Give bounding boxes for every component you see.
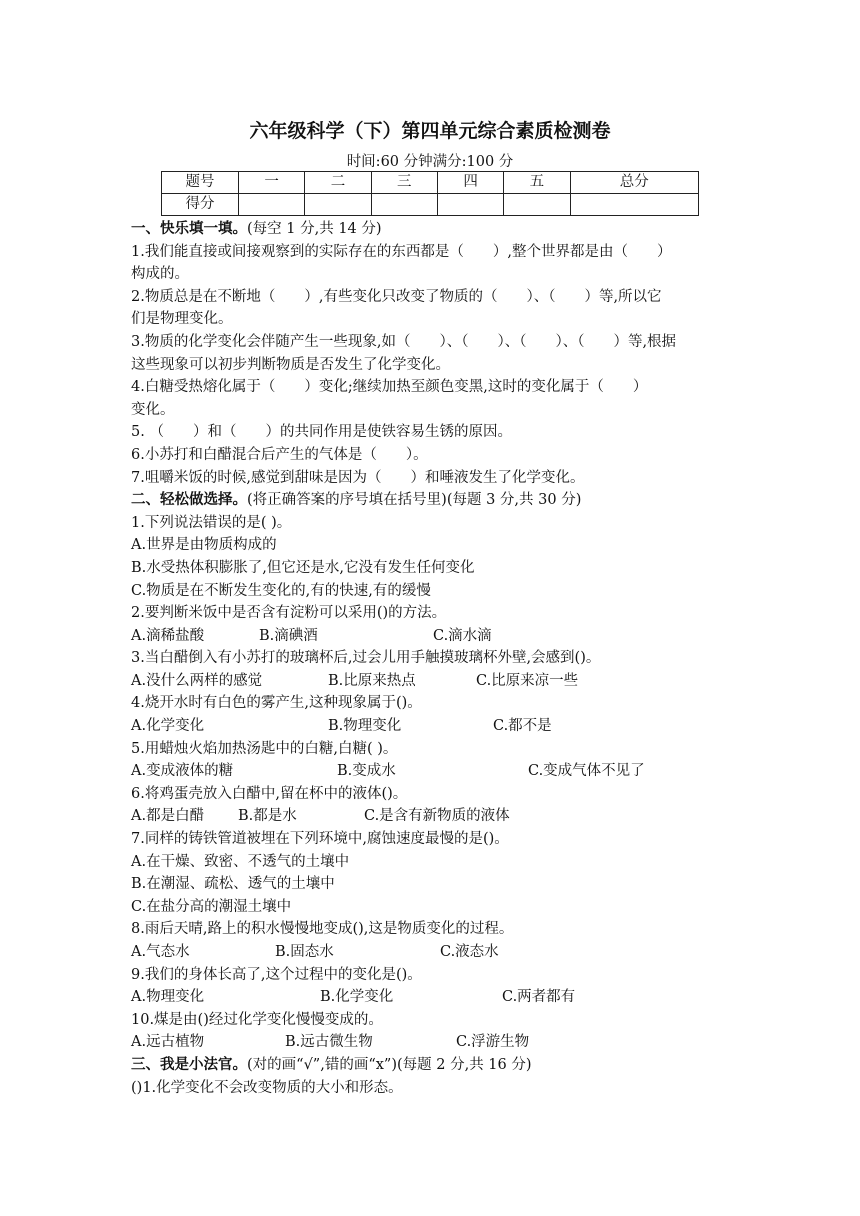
choice-option-10b: B.远古微生物 xyxy=(285,1034,373,1051)
score-entry-cell[interactable] xyxy=(239,194,305,216)
choice-option-10c: C.浮游生物 xyxy=(456,1034,530,1051)
choice-option-2b: B.滴碘酒 xyxy=(259,627,318,644)
score-table-cell: 题号 xyxy=(162,172,239,194)
fill-question-6: 6.小苏打和白醋混合后产生的气体是（ ）。 xyxy=(131,446,428,463)
fill-question-3-cont: 这些现象可以初步判断物质是否发生了化学变化。 xyxy=(131,356,450,373)
choice-option-2a: A.滴稀盐酸 xyxy=(131,627,205,644)
choice-option-3b: B.比原来热点 xyxy=(328,672,416,689)
score-table-cell: 二 xyxy=(305,172,371,194)
score-table-cell: 得分 xyxy=(162,194,239,216)
choice-options-4 xyxy=(131,715,733,738)
choice-question-5: 5.用蜡烛火焰加热汤匙中的白糖,白糖( )。 xyxy=(131,740,398,757)
fill-question-7: 7.咀嚼米饭的时候,感觉到甜味是因为（ ）和唾液发生了化学变化。 xyxy=(131,469,585,486)
choice-option-9c: C.两者都有 xyxy=(502,989,576,1006)
choice-option-4a: A.化学变化 xyxy=(131,718,205,735)
exam-time-score-info: 时间:60 分钟满分:100 分 xyxy=(346,154,514,170)
score-entry-cell[interactable] xyxy=(371,194,437,216)
score-table-cell: 五 xyxy=(504,172,570,194)
choice-question-9: 9.我们的身体长高了,这个过程中的变化是()。 xyxy=(131,966,422,983)
choice-question-6: 6.将鸡蛋壳放入白醋中,留在杯中的液体()。 xyxy=(131,785,408,802)
fill-question-1-cont: 构成的。 xyxy=(131,266,189,283)
section-1-note: (每空 1 分,共 14 分) xyxy=(247,221,382,237)
choice-option-1a: A.世界是由物质构成的 xyxy=(131,537,277,554)
fill-question-5: 5. （ ）和（ ）的共同作用是使铁容易生锈的原因。 xyxy=(131,424,512,441)
choice-option-1c: C.物质是在不断发生变化的,有的快速,有的缓慢 xyxy=(131,582,431,599)
choice-question-1: 1.下列说法错误的是( )。 xyxy=(131,514,292,531)
choice-option-8a: A.气态水 xyxy=(131,944,190,960)
choice-options-8 xyxy=(131,941,733,964)
fill-question-2: 2.物质总是在不断地（ ）,有些变化只改变了物质的（ ）、（ ）等,所以它 xyxy=(131,288,662,305)
section-2-heading: 二、轻松做选择。 xyxy=(131,492,247,509)
choice-option-10a: A.远古植物 xyxy=(131,1034,205,1051)
choice-question-2: 2.要判断米饭中是否含有淀粉可以采用()的方法。 xyxy=(131,605,447,622)
score-entry-cell[interactable] xyxy=(305,194,371,216)
choice-option-4c: C.都不是 xyxy=(493,718,552,735)
score-table-cell: 四 xyxy=(437,172,503,194)
score-entry-cell[interactable] xyxy=(437,194,503,216)
choice-option-8c: C.液态水 xyxy=(440,944,499,960)
choice-option-5a: A.变成液体的糖 xyxy=(131,763,234,780)
section-3-heading: 三、我是小法官。 xyxy=(131,1056,247,1073)
score-table-header-row xyxy=(162,172,699,194)
section-3-heading-line xyxy=(131,1054,733,1077)
choice-options-10 xyxy=(131,1031,733,1054)
score-table-score-row xyxy=(162,194,699,216)
score-table-cell: 三 xyxy=(371,172,437,194)
score-entry-cell[interactable] xyxy=(504,194,570,216)
choice-option-6b: B.都是水 xyxy=(238,808,297,825)
judge-question-1: ()1.化学变化不会改变物质的大小和形态。 xyxy=(131,1079,403,1096)
section-2-note: (将正确答案的序号填在括号里)(每题 3 分,共 30 分) xyxy=(247,492,582,509)
choice-option-4b: B.物理变化 xyxy=(328,718,402,735)
score-table-cell: 总分 xyxy=(570,172,698,194)
choice-options-9 xyxy=(131,986,733,1009)
page-title: 六年级科学（下）第四单元综合素质检测卷 xyxy=(249,120,611,142)
choice-option-1b: B.水受热体积膨胀了,但它还是水,它没有发生任何变化 xyxy=(131,559,475,576)
choice-option-7c: C.在盐分高的潮湿土壤中 xyxy=(131,898,292,915)
score-table xyxy=(161,171,699,216)
choice-option-2c: C.滴水滴 xyxy=(433,627,492,644)
fill-question-2-cont: 们是物理变化。 xyxy=(131,311,233,328)
choice-option-5c: C.变成气体不见了 xyxy=(528,763,645,780)
choice-question-8: 8.雨后天晴,路上的积水慢慢地变成(),这是物质变化的过程。 xyxy=(131,921,514,938)
choice-option-7b: B.在潮湿、疏松、透气的土壤中 xyxy=(131,876,335,893)
fill-question-1: 1.我们能直接或间接观察到的实际存在的东西都是（ ）,整个世界都是由（ ） xyxy=(131,243,672,260)
choice-option-8b: B.固态水 xyxy=(275,944,334,960)
fill-question-4-cont: 变化。 xyxy=(131,401,175,418)
exam-content xyxy=(131,218,733,1099)
choice-options-6 xyxy=(131,805,733,828)
choice-option-7a: A.在干燥、致密、不透气的土壤中 xyxy=(131,853,350,870)
section-3-note: (对的画“√”,错的画“x”)(每题 2 分,共 16 分) xyxy=(247,1056,532,1073)
choice-options-5 xyxy=(131,760,733,783)
choice-option-3a: A.没什么两样的感觉 xyxy=(131,672,263,689)
fill-question-4: 4.白糖受热熔化属于（ ）变化;继续加热至颜色变黑,这时的变化属于（ ） xyxy=(131,379,648,396)
section-1-heading: 一、快乐填一填。 xyxy=(131,221,247,237)
fill-question-3: 3.物质的化学变化会伴随产生一些现象,如（ ）、（ ）、（ ）、（ ）等,根据 xyxy=(131,333,677,350)
section-1-heading-line xyxy=(131,218,733,241)
choice-question-4: 4.烧开水时有白色的雾产生,这种现象属于()。 xyxy=(131,695,422,712)
choice-option-5b: B.变成水 xyxy=(337,763,396,780)
choice-options-3 xyxy=(131,670,733,693)
choice-question-7: 7.同样的铸铁管道被埋在下列环境中,腐蚀速度最慢的是()。 xyxy=(131,831,509,848)
choice-options-2 xyxy=(131,625,733,648)
choice-option-3c: C.比原来凉一些 xyxy=(476,672,579,689)
choice-option-6c: C.是含有新物质的液体 xyxy=(364,808,510,825)
choice-option-6a: A.都是白醋 xyxy=(131,808,205,825)
section-2-heading-line xyxy=(131,489,733,512)
score-table-cell: 一 xyxy=(239,172,305,194)
score-entry-cell[interactable] xyxy=(570,194,698,216)
choice-option-9a: A.物理变化 xyxy=(131,989,205,1006)
choice-option-9b: B.化学变化 xyxy=(320,989,394,1006)
choice-question-3: 3.当白醋倒入有小苏打的玻璃杯后,过会儿用手触摸玻璃杯外壁,会感到()。 xyxy=(131,650,601,667)
choice-question-10: 10.煤是由()经过化学变化慢慢变成的。 xyxy=(131,1011,383,1028)
